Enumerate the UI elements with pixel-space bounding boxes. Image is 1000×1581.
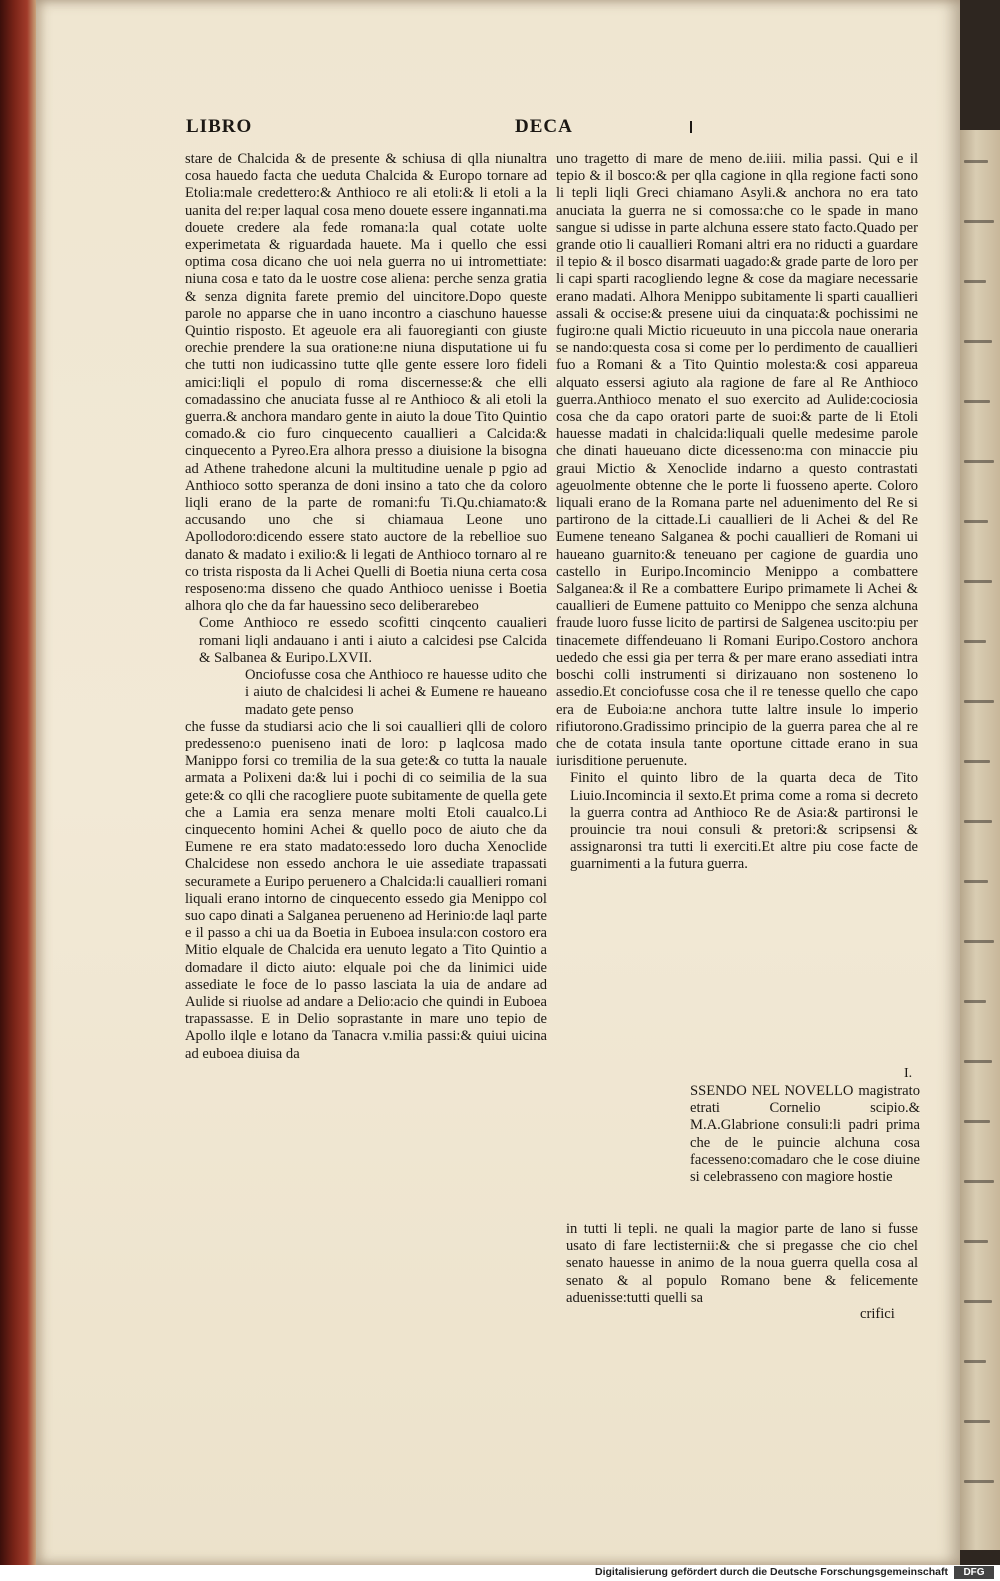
running-head-mark xyxy=(690,121,692,133)
facing-text-line xyxy=(964,1360,986,1363)
book-colophon: Finito el quinto libro de la quarta deca de Tito Liuio.Incomincia il sexto.Et prima come a roma si decreto la guerra contra ad Anthioco Re de Asia:& partironsi le prouincie tra noui consuli & pretori:& scripsensi & assignaronsi tra tutti li exerciti.Et altre piu cose facte de guarnimenti a la futura guerra. xyxy=(570,770,918,873)
facing-text-line xyxy=(964,340,992,343)
catchword: crifici xyxy=(860,1306,895,1322)
facing-page-fragment xyxy=(960,130,1000,1550)
facing-text-line xyxy=(964,1000,986,1003)
facing-text-line xyxy=(964,1420,990,1423)
right-paragraph-1: uno tragetto di mare de meno de.iiii. milia passi. Qui e il tepio & il bosco:& per qlla cagione in qlla regione facti sono li tepli liqli Greci chiamano Asyli.& anchora no era tato anuciata la guerra ne si comossa:che co le spade in mano sangue si udisse in parte alchuna essere stato facto.Quado per grande otio li cauallieri Romani altri era no riducti a guardare il tepio & il bosco disarmati uagado:& grade parte de loro per li capi sparti racogliendo legne & cose da magiare necessarie erano madati. Alhora Menippo subitamente li sparti cauallieri assali & occise:& presene uiui da cinquata:& pochissimi ne fugiro:ne quali Mictio ricueuuto in una piccola naue oneraria se nando:questa cosa si come per lo perdimento de cauallieri fuo a Romani & a Tito Quintio molesta:& cosi appareua alquato essersi agiuto ala ragione de fare al Re Anthioco guerra.Anthioco menato el suo exercito ad Aulide:cociosia cosa che da capo oratori parte de suoi:& parte de li Etoli hauesse madati in chalcida:liquali quelle medesime parole che dinati haueuano dicte dicesseno:ma con minaccie piu graui Mictio & Xenoclide indarno a questo contrastati ageuolmente obtenne che le porte li fuosseno aperte. Coloro liquali erano de la Romana parte nel aduenimento del Re si partirono de la cittade.Li cauallieri de li Achei & del Re Eumene teneano Salganea & pochi cauallieri de Romani ui haueano guarnito:& teneuano per cagione de guardia uno castello in Euripo.Incomincio Menippo a combattere Salganea:& il Re a combattere Euripo primamete li Achei & cauallieri de Eumene pattuito co Menippo che senza alchuna fraude luoro fusse licito de partirsi de Salgenea uscito:piu per tinacemete diffendeuano li Romani Euripo.Costoro anchora uededo che essi gia per terra & per mare erano assediati intra boschi colli instrumenti si dirizauano non sosteneno lo assedio.Et conciofusse cosa che il re tenesse quello che capo era de Euboia:ne anchora tutte laltre insule lo imperio rifiutorono.Gradissimo principio de la guerra parea che al re che de cotata insula tante oportune cittade erano in sua iurisditione peruenute. xyxy=(556,151,918,770)
facing-text-line xyxy=(964,1060,992,1063)
right-column xyxy=(556,151,918,874)
facing-text-line xyxy=(964,520,988,523)
facing-text-line xyxy=(964,820,992,823)
facing-text-line xyxy=(964,400,990,403)
facing-text-line xyxy=(964,700,994,703)
facing-text-line xyxy=(964,1240,988,1243)
book-page-edge xyxy=(0,0,36,1565)
left-paragraph-2: Onciofusse cosa che Anthioco re hauesse udito che i aiuto de chalcidesi li achei & Eumene re haueano madato gete penso xyxy=(245,667,547,718)
left-paragraph-1: stare de Chalcida & de presente & schiusa di qlla niunaltra cosa hauedo facta che ueduta Chalcida & Europo tornare ad Etolia:male credettero:& Anthioco re ali etoli:& li etoli a la uanita del re:per laqual cosa meno douete essere ingannati.ma douete credere ala fede romana:la qual cotate uolte experimetata & riguardada hauete. Ma i quello che essi optima cosa dicano che uoi nela guerra no ui intromettiate: niuna cosa e tato da le uostre cose aliena: perche senza gratia & senza dignita farete premio del uincitore.Dopo queste parole no apparse che in uano incontro a ciaschuno hauesse Quintio risposto. Et ageuole era ali fauoregianti con giuste orechie prendere la sua oratione:ne niuna disputatione ui fu che tutti non iudicassino tutte qlle gente essere loro fideli amici:liqli el populo di roma discernesse:& che elli comadassino che anuciata fusse al re Anthioco & ali etoli la guerra.& anchora mandaro gente in aiuto la doue Tito Quintio comado.& cio furo cinquecento cauallieri a Calcida:& cinquecento a Pyreo.Era alhora presso a diuisione la bisogna ad Athene trahedone alcuni la multitudine uenale p pgio ad Anthioco sotto speranza de doni insino a tato che da coloro liqli erano de la parte de romani:fu Ti.Qu.chiamato:& accusando uno che si chiamaua Leone uno Apollodoro:dicendo essere stato auctore de la rebellioe suo danato & madato i exilio:& li legati de Anthioco tornaro al re co trista risposta da li Achei Quelli di Boetia niuna certa cosa resposeno:ma disseno che quado Anthioco uenisse i Boetia alhora qlo che da far hauessino seco deliberarebeo xyxy=(185,151,547,615)
facing-text-line xyxy=(964,280,986,283)
facing-text-line xyxy=(964,880,988,883)
left-paragraph-3: che fusse da studiarsi acio che li soi cauallieri qlli de coloro predesseno:o pueniseno inati de loro: p laqlcosa mado Manippo forsi co tremilia de la sua gete:& co tutta la nauale armata a Polixeni da:& lui i pochi di co seimilia de la sua gete:& co qlli che racogliere puote subitamente de quella gete che a Lamia era senza menare molti Etoli caualco.Li cinquecento homini Achei & quello poco de aiuto che da Eumene re era stato madato:essedo loro ducha Xenoclide Chalcidese non essedo anchora le uie assediate trapassati securamete a Euripo peruenero a Chalcida:li cauallieri romani liquali erano intorno de cinquecento essedo gia Menippo col suo capo dinati a Salganea perueneno ad Herinio:de laql parte e il passo a chi ua da Boetia in Euboea insula:con costoro era Mitio elquale de Chalcida era uenuto legato a Tito Quintio a domadare il dicto aiuto: elquale poi che da linimici uide assediate le foce de lo passo lasciata la uia de andare ad Aulide si riuolse ad andare a Delio:acio che quindi in Euboea trapassasse. E in Delio soprastante in mare uno tepio de Apollo ilqle e lotano da Tanacra v.milia passi:& quiui uicina ad euboea diuisa da xyxy=(185,718,547,1062)
footer-credit: Digitalisierung gefördert durch die Deutsche Forschungsgemeinschaft xyxy=(595,1566,948,1578)
facing-text-line xyxy=(964,460,994,463)
left-column xyxy=(185,151,547,1063)
facing-text-line xyxy=(964,580,992,583)
running-head-right: DECA xyxy=(515,116,573,137)
right-paragraph-tail: in tutti li tepli. ne quali la magior parte de lano si fusse usato di fare lectisternii:& che si pregasse che cio chel senato hauesse in animo de la noua guerra quella cosa al senato & al populo Romano bene & felicemente aduenisse:tutti quelli sa xyxy=(566,1221,918,1306)
facing-text-line xyxy=(964,1120,990,1123)
facing-text-line xyxy=(964,640,986,643)
facing-text-line xyxy=(964,220,994,223)
initial-text-block: SSENDO NEL NOVELLO magistrato etrati Cornelio scipio.& M.A.Glabrione consuli:li padri prima che de le puincie alchuna cosa facesseno:comadaro che le cose diuine si celebrasseno con magiore hostie xyxy=(690,1083,920,1186)
facing-text-line xyxy=(964,160,988,163)
facing-text-line xyxy=(964,1180,994,1183)
running-head-left: LIBRO xyxy=(186,116,253,137)
facing-text-line xyxy=(964,1480,994,1483)
facing-text-line xyxy=(964,760,990,763)
facing-text-line xyxy=(964,1300,992,1303)
dfg-logo: DFG xyxy=(954,1566,994,1579)
chapter-numeral: I. xyxy=(904,1066,913,1081)
facing-text-line xyxy=(964,940,994,943)
chapter-heading: Come Anthioco re essedo scofitti cinqcento caualieri romani liqli andauano i anti i aiuto a calcidesi pse Calcida & Salbanea & Euripo.LXVII. xyxy=(199,615,547,666)
